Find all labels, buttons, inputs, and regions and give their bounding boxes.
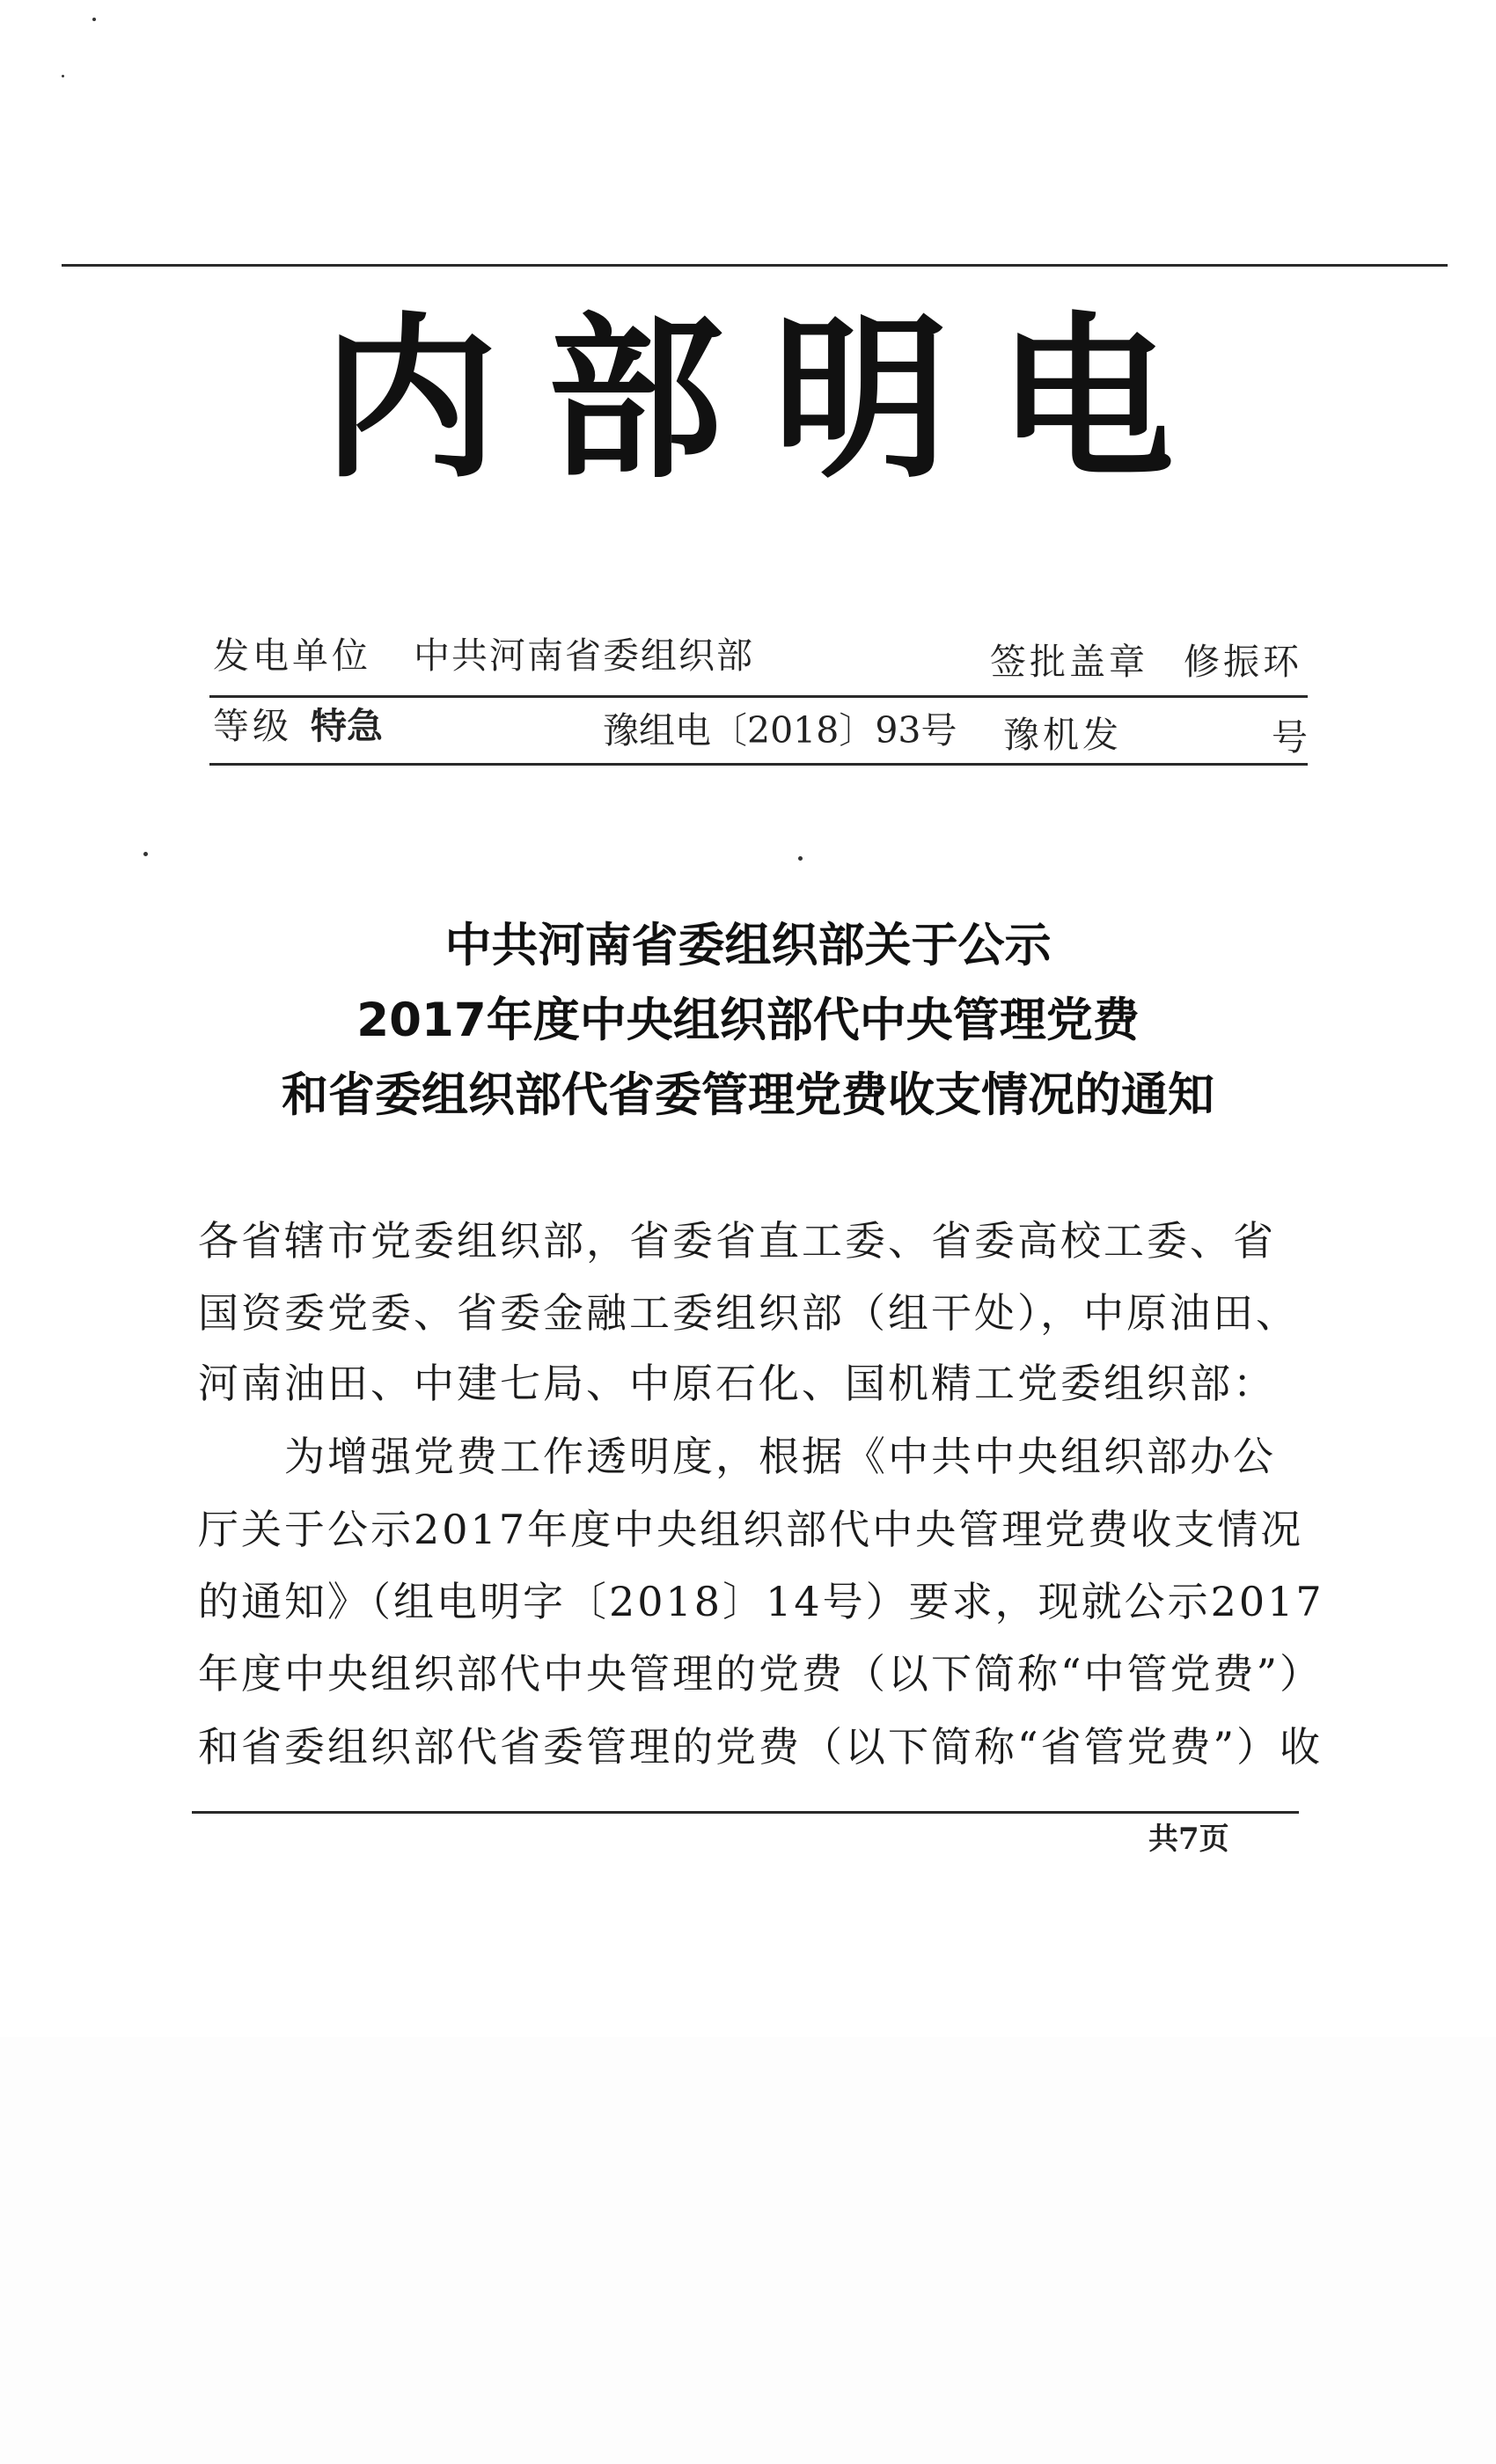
body-line-5: 厅关于公示2017年度中央组织部代中央管理党费收支情况: [198, 1506, 1304, 1553]
meta-divider-rule: [209, 695, 1308, 698]
document-title-line-1: 中共河南省委组织部关于公示: [444, 919, 1052, 972]
number-suffix: 号: [1272, 716, 1308, 759]
scan-speck: [92, 18, 96, 21]
body-line-6: 的通知》（组电明字〔2018〕14号）要求，现就公示2017: [198, 1578, 1324, 1625]
blank-lower-area: [0, 2037, 1496, 2464]
scan-speck: [798, 856, 803, 861]
page-count: 共7页: [1148, 1822, 1229, 1857]
footer-rule: [192, 1811, 1299, 1814]
scan-speck: [62, 75, 64, 77]
document-title-line-3: 和省委组织部代省委管理党费收支情况的通知: [282, 1068, 1214, 1122]
masthead-top-rule: [62, 264, 1448, 267]
sender-value: 中共河南省委组织部: [414, 634, 754, 677]
body-line-2: 国资委党委、省委金融工委组织部（组干处），中原油田、: [198, 1289, 1299, 1337]
document-title-line-2: 2017年度中央组织部代中央管理党费: [356, 994, 1140, 1047]
masthead-title: 内部明电: [321, 297, 1223, 502]
meta-bottom-rule: [209, 763, 1308, 766]
body-line-7: 年度中央组织部代中央管理的党费（以下简称“中管党费”）: [198, 1650, 1324, 1698]
body-line-1: 各省辖市党委组织部，省委省直工委、省委高校工委、省: [198, 1217, 1276, 1265]
body-line-8: 和省委组织部代省委管理的党费（以下简称“省管党费”）收: [198, 1723, 1324, 1771]
machine-issue-label: 豫机发: [1003, 714, 1122, 756]
scan-speck: [143, 852, 148, 856]
grade-label: 等级: [213, 705, 292, 747]
signature-label: 签批盖章: [990, 641, 1148, 683]
body-line-3: 河南油田、中建七局、中原石化、国机精工党委组织部：: [198, 1360, 1276, 1407]
sender-label: 发电单位: [213, 634, 371, 677]
document-number: 豫组电〔2018〕93号: [603, 709, 957, 752]
body-line-4: 为增强党费工作透明度，根据《中共中央组织部办公: [198, 1433, 1276, 1480]
signature-value: 修振环: [1184, 641, 1302, 683]
grade-value: 特急: [311, 705, 383, 747]
